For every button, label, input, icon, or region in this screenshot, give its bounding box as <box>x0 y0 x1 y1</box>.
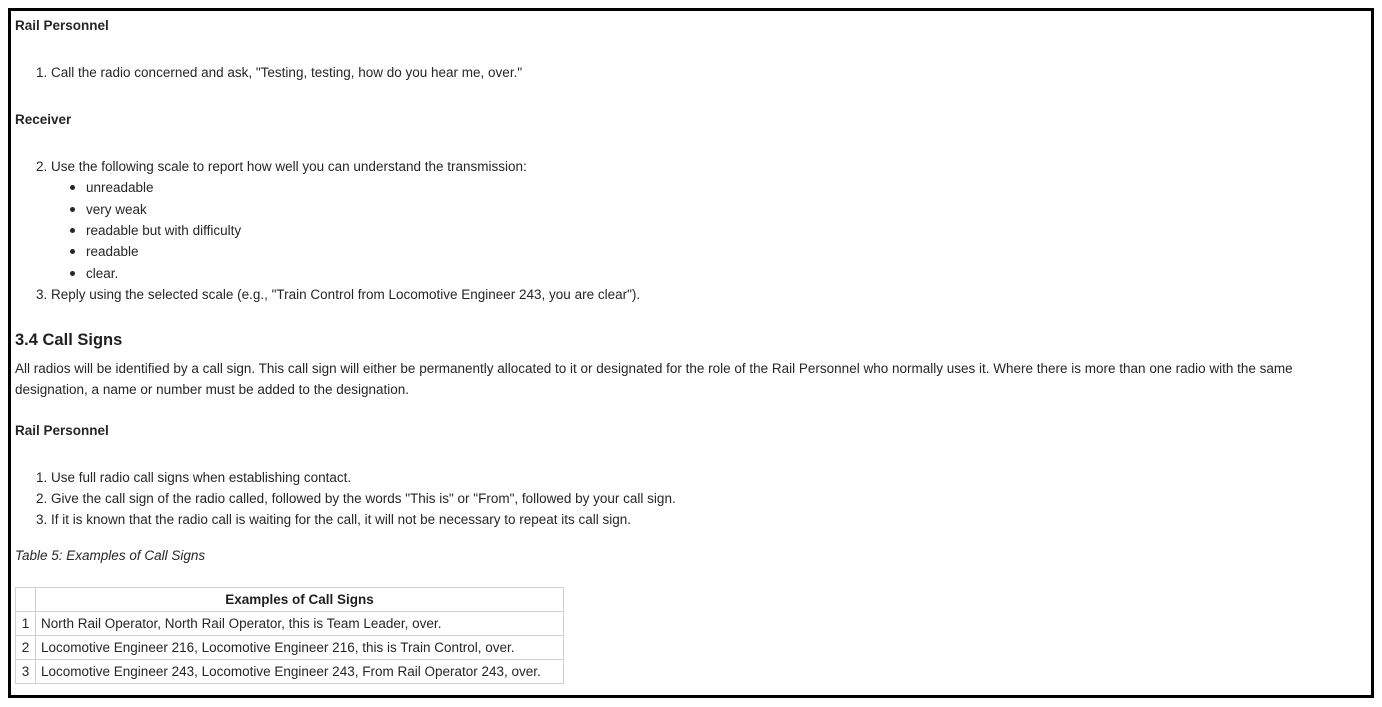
table-header-row <box>16 588 564 612</box>
call-signs-intro: All radios will be identified by a call sign. This call sign will either be permanently allocated to it or designated for the role of the Rail Personnel who normally uses it. Where there is more than one radio with the same designation, a name or number must be added to the designation. <box>15 361 1293 397</box>
row-text: Locomotive Engineer 243, Locomotive Engineer 243, From Rail Operator 243, over. <box>36 660 564 684</box>
call-sign-step: 1. Use full radio call signs when establishing contact. <box>36 470 352 485</box>
document-frame <box>8 8 1374 698</box>
row-text: Locomotive Engineer 216, Locomotive Engineer 216, this is Train Control, over. <box>36 636 564 660</box>
role-label-rail-personnel-2: Rail Personnel <box>15 423 109 438</box>
scale-item: unreadable <box>86 177 154 198</box>
table-caption: Table 5: Examples of Call Signs <box>15 548 206 563</box>
table-row <box>16 660 564 684</box>
call-signs-table <box>15 587 564 684</box>
scale-item: very weak <box>86 199 147 220</box>
header-num-cell <box>16 588 36 612</box>
call-sign-step: 3. If it is known that the radio call is waiting for the call, it will not be necessary to repeat its call sign. <box>36 512 632 527</box>
table-row <box>16 612 564 636</box>
step-2-scale: 2. Use the following scale to report how well you can understand the transmission: <box>36 159 527 174</box>
row-number: 2 <box>16 636 36 660</box>
role-label-rail-personnel: Rail Personnel <box>15 18 109 33</box>
call-sign-step: 2. Give the call sign of the radio called, followed by the words "This is" or "From", followed by your call sign. <box>36 491 676 506</box>
table-row <box>16 636 564 660</box>
row-number: 1 <box>16 612 36 636</box>
header-title-cell: Examples of Call Signs <box>36 588 564 612</box>
role-label-receiver: Receiver <box>15 112 72 127</box>
scale-item: readable <box>86 241 139 262</box>
row-text: North Rail Operator, North Rail Operator, this is Team Leader, over. <box>36 612 564 636</box>
document-content <box>15 11 1367 695</box>
row-number: 3 <box>16 660 36 684</box>
section-heading-call-signs: 3.4 Call Signs <box>15 331 123 349</box>
step-1-testing: 1. Call the radio concerned and ask, "Testing, testing, how do you hear me, over." <box>36 65 523 80</box>
scale-item: clear. <box>86 263 118 284</box>
scale-item: readable but with difficulty <box>86 220 241 241</box>
step-3-reply: 3. Reply using the selected scale (e.g., "Train Control from Locomotive Engineer 243, you are clear"). <box>36 287 641 302</box>
